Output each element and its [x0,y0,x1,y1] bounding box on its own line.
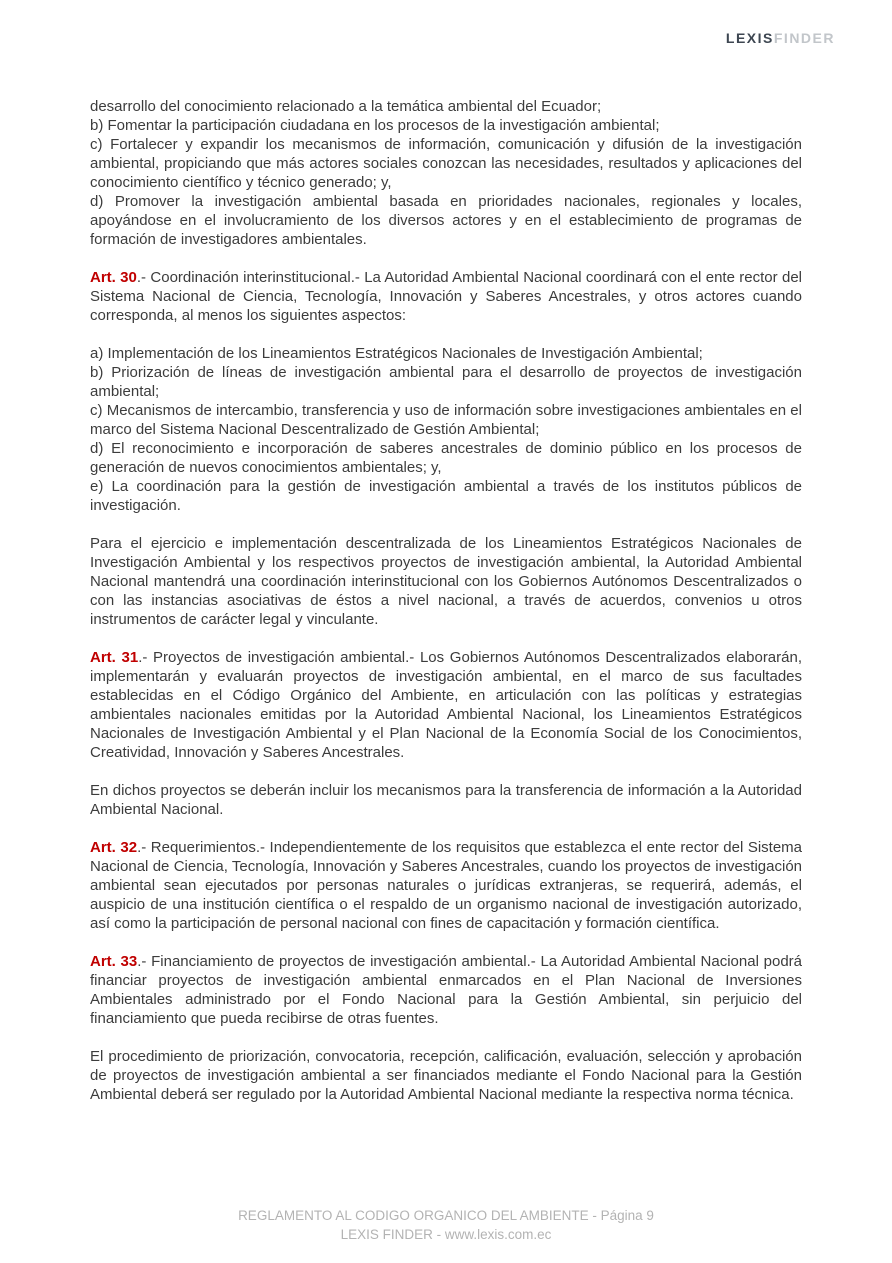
paragraph: b) Fomentar la participación ciudadana en los procesos de la investigación ambiental; [90,117,660,134]
paragraph: c) Mecanismos de intercambio, transferencia y uso de información sobre investigaciones ambientales en el marco del Sistema Nacional Descentralizado de Gestión Ambiental; [90,402,802,438]
paragraph: d) Promover la investigación ambiental basada en prioridades nacionales, regionales y locales, apoyándose en el involucramiento de los diversos actores y en el establecimiento de programas de formación de investigadores ambientales. [90,193,802,248]
paragraph: En dichos proyectos se deberán incluir los mecanismos para la transferencia de información a la Autoridad Ambiental Nacional. [90,782,802,818]
article-paragraph: Art. 31.- Proyectos de investigación ambiental.- Los Gobiernos Autónomos Descentralizados elaborarán, implementarán y evaluarán proyectos de investigación ambiental, en el marco de sus facultades establecidas en el Código Orgánico del Ambiente, en articulación con las políticas y estrategias ambientales nacionales emitidas por la Autoridad Ambiental Nacional, los Lineamientos Estratégicos Nacionales de Investigación Ambiental y el Plan Nacional de la Economía Social de los Conocimientos, Creatividad, Innovación y Saberes Ancestrales. [90,649,802,761]
paragraph: a) Implementación de los Lineamientos Estratégicos Nacionales de Investigación Ambiental; [90,345,703,362]
article-number: Art. 32 [90,839,138,856]
page-footer [0,1206,892,1244]
paragraph: b) Priorización de líneas de investigación ambiental para el desarrollo de proyectos de investigación ambiental; [90,364,802,400]
paragraph: El procedimiento de priorización, convocatoria, recepción, calificación, evaluación, selección y aprobación de proyectos de investigación ambiental a ser financiados mediante el Fondo Nacional para la Gestión Ambiental deberá ser regulado por la Autoridad Ambiental Nacional mediante la respectiva norma técnica. [90,1048,802,1103]
logo-text-finder: FINDER [773,30,835,46]
footer-document-title: REGLAMENTO AL CODIGO ORGANICO DEL AMBIENTE - Página 9 [238,1208,654,1223]
article-number: Art. 30 [90,269,137,286]
article-paragraph: Art. 30.- Coordinación interinstitucional.- La Autoridad Ambiental Nacional coordinará con el ente rector del Sistema Nacional de Ciencia, Tecnología, Innovación y Saberes Ancestrales, y otros actores cuando corresponda, al menos los siguientes aspectos: [90,269,802,324]
article-paragraph: Art. 32.- Requerimientos.- Independientemente de los requisitos que establezca el ente rector del Sistema Nacional de Ciencia, Tecnología, Innovación y Saberes Ancestrales, cuando los proyectos de investigación ambiental sean ejecutados por personas naturales o jurídicas extranjeras, se requerirá, además, el auspicio de una institución científica o el respaldo de un organismo nacional de investigación autorizado, así como la participación de personal nacional con fines de capacitación y formación científica. [90,839,803,932]
document-body [90,97,802,1104]
paragraph: d) El reconocimiento e incorporación de saberes ancestrales de dominio público en los procesos de generación de nuevos conocimientos ambientales; y, [90,440,802,476]
article-number: Art. 33 [90,953,138,970]
article-paragraph: Art. 33.- Financiamiento de proyectos de investigación ambiental.- La Autoridad Ambiental Nacional podrá financiar proyectos de investigación ambiental enmarcados en el Plan Nacional de Inversiones Ambientales administrado por el Fondo Nacional para la Gestión Ambiental, sin perjuicio del financiamiento que pueda recibirse de otras fuentes. [90,953,802,1027]
paragraph: c) Fortalecer y expandir los mecanismos de información, comunicación y difusión de la investigación ambiental, propiciando que más actores sociales conozcan las necesidades, resultados y aplicaciones del conocimiento científico y técnico generado; y, [90,136,802,191]
footer-source: LEXIS FINDER - www.lexis.com.ec [340,1227,552,1242]
lexis-finder-logo [726,30,835,46]
article-number: Art. 31 [90,649,139,666]
paragraph: e) La coordinación para la gestión de investigación ambiental a través de los institutos públicos de investigación. [90,478,802,514]
logo-text-lexis: LEXIS [725,30,774,46]
paragraph: Para el ejercicio e implementación descentralizada de los Lineamientos Estratégicos Nacionales de Investigación Ambiental y los respectivos proyectos de investigación ambiental, la Autoridad Ambiental Nacional mantendrá una coordinación interinstitucional con los Gobiernos Autónomos Descentralizados o con las instancias asociativas de éstos a nivel nacional, a través de acuerdos, convenios u otros instrumentos de carácter legal y vinculante. [90,535,802,628]
paragraph: desarrollo del conocimiento relacionado a la temática ambiental del Ecuador; [90,98,602,115]
